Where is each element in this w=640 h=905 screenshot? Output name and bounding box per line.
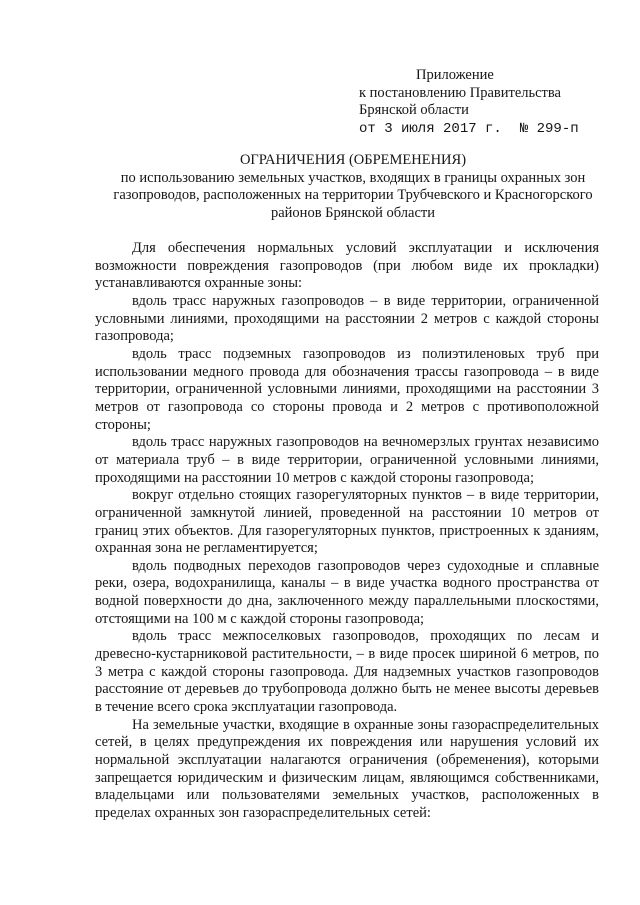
paragraph: вдоль трасс наружных газопроводов – в виде территории, ограниченной условными линиями, проходящими на расстоянии 2 метров с каждой стороны газопровода; bbox=[95, 292, 599, 345]
appendix-date: от 3 июля 2017 г. bbox=[359, 120, 502, 137]
appendix-number: № 299-п bbox=[519, 120, 579, 137]
paragraph: вдоль подводных переходов газопроводов через судоходные и сплавные реки, озера, водохранилища, каналы – в виде участка водного пространства от водной поверхности до дна, заключенного между параллельными плоскостями, отстоящими на 100 м с каждой стороны газопровода; bbox=[95, 557, 599, 627]
appendix-decree-ref: к постановлению Правительства bbox=[359, 84, 561, 101]
appendix-region: Брянской области bbox=[359, 102, 469, 118]
title-heading: ОГРАНИЧЕНИЯ (ОБРЕМЕНЕНИЯ) bbox=[239, 152, 467, 168]
document-title bbox=[96, 152, 610, 222]
document-body bbox=[95, 240, 599, 823]
title-subtitle: по использованию земельных участков, входящих в границы охранных зон газопроводов, расположенных на территории Трубчевского и Красногорского районов Брянской области bbox=[113, 169, 593, 221]
paragraph: вдоль трасс подземных газопроводов из полиэтиленовых труб при использовании медного провода для обозначения трассы газопровода – в виде территории, ограниченной условными линиями, проходящими на расстоянии 3 метров от газопровода со стороны провода и 2 метров с противоположной стороны; bbox=[95, 345, 599, 433]
appendix-block bbox=[359, 67, 619, 138]
paragraph: На земельные участки, входящие в охранные зоны газораспределительных сетей, в целях предупреждения их повреждения или нарушения условий их нормальной эксплуатации налагаются ограничения (обременения), которыми запрещается юридическим и физическим лицам, являющимся собственниками, владельцами или пользователями земельных участков, расположенных в пределах охранных зон газораспределительных сетей: bbox=[95, 716, 599, 821]
paragraph: вдоль трасс межпоселковых газопроводов, проходящих по лесам и древесно-кустарниковой растительности, – в виде просек шириной 6 метров, по 3 метра с каждой стороны газопровода. Для надземных участков газопроводов расстояние от деревьев до трубопровода должно быть не менее высоты деревьев в течение всего срока эксплуатации газопровода. bbox=[95, 628, 599, 716]
appendix-date-line bbox=[359, 120, 619, 139]
paragraph: вокруг отдельно стоящих газорегуляторных пунктов – в виде территории, ограниченной замкнутой линией, проведенной на расстоянии 10 метров от границ этих объектов. Для газорегуляторных пунктов, пристроенных к зданиям, охранная зона не регламентируется; bbox=[95, 487, 599, 557]
paragraph: Для обеспечения нормальных условий эксплуатации и исключения возможности повреждения газопроводов (при любом виде их прокладки) устанавливаются охранные зоны: bbox=[95, 240, 599, 292]
appendix-label: Приложение bbox=[416, 67, 494, 83]
paragraph: вдоль трасс наружных газопроводов на вечномерзлых грунтах независимо от материала труб – в виде территории, ограниченной условными линиями, проходящими на расстоянии 10 метров с каждой стороны газопровода; bbox=[95, 434, 599, 486]
